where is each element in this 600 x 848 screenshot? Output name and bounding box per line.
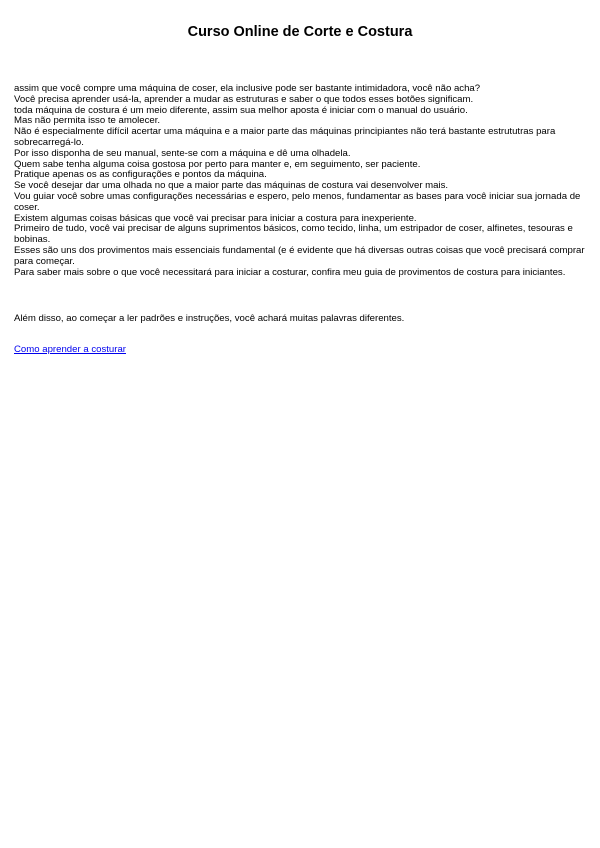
closing-paragraph: Além disso, ao começar a ler padrões e instruções, você achará muitas palavras diferentes. <box>14 313 405 324</box>
paragraph-4: Mas não permita isso te amolecer. <box>14 115 161 127</box>
paragraph-9: Se você desejar dar uma olhada no que a maior parte das máquinas de costura vai desenvolver mais. <box>14 180 449 192</box>
paragraph-5: Não é especialmente difícil acertar uma máquina e a maior parte das máquinas principiantes não terá bastante estrututras para sobrecarregá-lo. <box>14 126 556 148</box>
paragraph-12: Primeiro de tudo, você vai precisar de alguns suprimentos básicos, como tecido, linha, um estripador de coser, alfinetes, tesouras e bobinas. <box>14 223 573 246</box>
paragraph-8: Pratique apenas os as configurações e pontos da máquina. <box>14 169 267 181</box>
paragraph-1: assim que você compre uma máquina de coser, ela inclusive pode ser bastante intimidadora, você não acha? <box>14 83 481 94</box>
paragraph-2: Você precisa aprender usá-la, aprender a mudar as estruturas e saber o que todos esses botões significam. <box>14 93 474 105</box>
paragraph-13: Esses são uns dos provimentos mais essenciais fundamental (e é evidente que há diversas outras coisas que você precisará comprar para começar. <box>14 244 585 267</box>
body-text <box>14 84 586 278</box>
paragraph-11: Existem algumas coisas básicas que você vai precisar para iniciar a costura para inexperiente. <box>14 212 417 224</box>
paragraph-3: toda máquina de costura é um meio diferente, assim sua melhor aposta é iniciar com o manual do usuário. <box>14 104 468 116</box>
paragraph-14: Para saber mais sobre o que você necessitará para iniciar a costurar, confira meu guia de provimentos de costura para iniciantes. <box>14 266 566 278</box>
paragraph-6: Por isso disponha de seu manual, sente-se com a máquina e dê uma olhadela. <box>14 147 351 159</box>
paragraph-7: Quem sabe tenha alguma coisa gostosa por perto para manter e, em seguimento, ser paciente. <box>14 158 421 170</box>
paragraph-10: Vou guiar você sobre umas configurações necessárias e espero, pelo menos, fundamentar as bases para você iniciar sua jornada de coser. <box>14 190 581 213</box>
page-title: Curso Online de Corte e Costura <box>187 24 413 40</box>
learn-sewing-link[interactable]: Como aprender a costurar <box>14 344 126 355</box>
